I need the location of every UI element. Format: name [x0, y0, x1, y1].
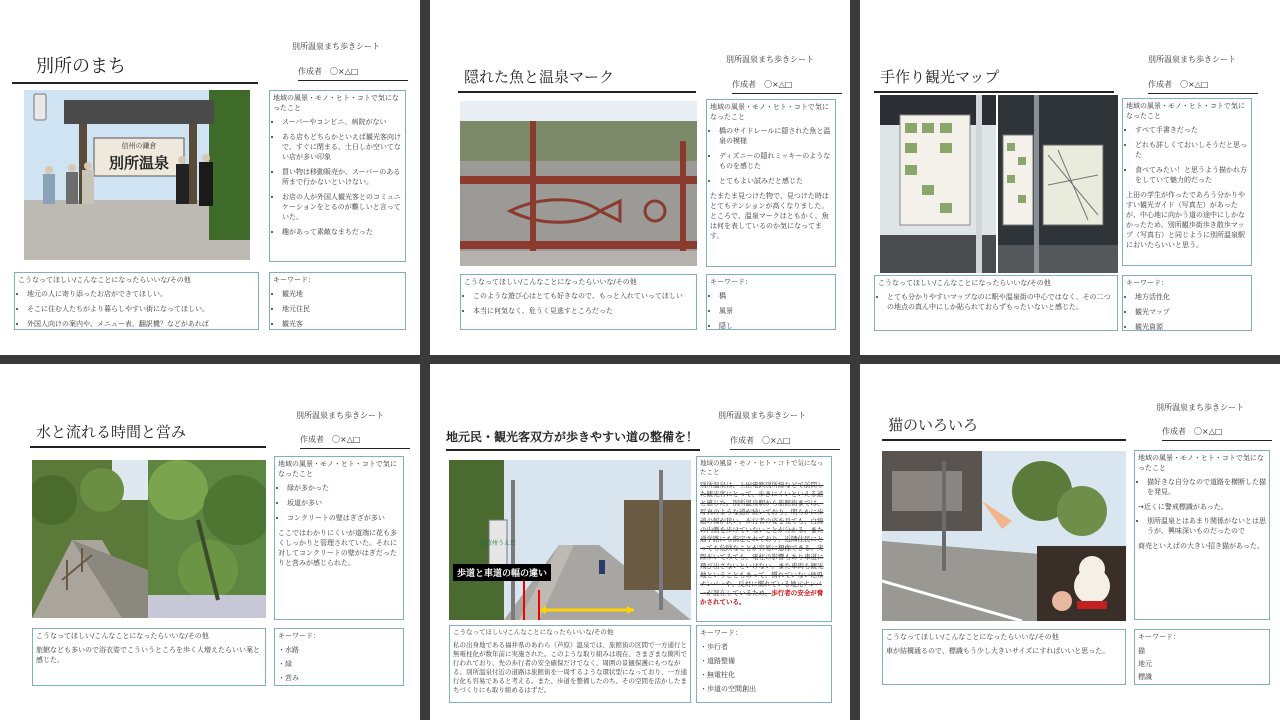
keyword-box: [696, 625, 832, 703]
hope-box: [14, 272, 259, 330]
keyword-item: 地元: [1138, 660, 1152, 668]
keyword-item: • 観光資源: [1135, 322, 1248, 331]
scene-item: • スーパーやコンビニ、病院がない: [282, 117, 402, 127]
scene-box: [706, 99, 836, 267]
keyword-box: [706, 274, 836, 330]
hope-box-label: こうなってほしい/こんなことになったらいいな/その他: [18, 276, 191, 284]
slide-title: 水と流れる時間と営み: [30, 421, 266, 448]
scene-box-label: 地域の風景・モノ・ヒト・コトで気になったこと: [278, 460, 397, 478]
scene-item: • ディズニーの隠れミッキーのようなものを感じた: [719, 151, 832, 171]
scene-item: • 坂道が多い: [287, 498, 400, 508]
sheet-label: 別所温泉まち歩きシート: [718, 411, 806, 420]
slide-title: 手作り観光マップ: [874, 66, 1114, 93]
keyword-item: ・営み: [278, 674, 299, 682]
scene-item: • 猫好きな自分なので道路を横断した猫を発見。: [1147, 477, 1266, 497]
keyword-item: • 風景: [719, 306, 832, 316]
keyword-item: • 地方活性化: [1135, 292, 1248, 302]
photo-greenery-stream: [148, 460, 266, 618]
scene-item: • 別所温泉とはあまり関係がないとは思うが、興味深いものだったので: [1147, 516, 1266, 536]
scene-text: 上田の学生が作ったであろう分かりやすい観光ガイド（写真左）があったが、中心地に向かう道の途中にしかなかったため、別所観歩街歩き散歩マップ（写真右）と同じように別所温泉駅においたらいいと思う。: [1126, 191, 1245, 249]
photo-narrow-sidewalk: [449, 460, 691, 620]
scene-box: [274, 456, 404, 620]
keyword-box: [269, 272, 406, 330]
slide-4: [0, 364, 420, 720]
author-line: 作成者 〇×△□: [1162, 426, 1272, 441]
slide-6: [860, 364, 1280, 720]
hope-box: [32, 628, 266, 686]
scene-item: • すべて手書きだった: [1135, 125, 1248, 135]
scene-text: たまたま見つけた物で、見つけた時はとてもテンションが高くなりました。ところで、温泉マークはともかく、魚は何を表しているのか気になってます。: [710, 192, 829, 240]
keyword-box-label: キーワード：: [710, 278, 752, 286]
keyword-item: ・無電柱化: [700, 671, 735, 679]
slide-title: 猫のいろいろ: [882, 414, 1126, 441]
scene-box-label: 地域の風景・モノ・ヒト・コトで気になったこと: [700, 459, 824, 476]
keyword-item: • 地元住民: [282, 304, 402, 314]
keyword-box-label: キーワード：: [278, 632, 320, 640]
scene-item: • コンクリートの壁はぎざが多い: [287, 513, 400, 523]
hope-item: • このような遊び心はとても好きなので、もっと入れていってほしい: [473, 291, 693, 301]
scene-text: 商売といえばの大きい招き猫があった。: [1138, 542, 1264, 550]
hope-box: [882, 629, 1126, 685]
sheet-label: 別所温泉まち歩きシート: [292, 42, 380, 51]
keyword-box-label: キーワード：: [1126, 279, 1168, 287]
slide-3: [860, 0, 1280, 355]
photo-bessho-gate: [24, 90, 250, 260]
hope-item: • 本当に何気なく、危うく見逃すところだった: [473, 306, 693, 316]
keyword-item: ・水路: [278, 646, 299, 654]
scene-box: [1134, 450, 1270, 620]
slide-title: 別所のまち: [12, 52, 258, 84]
keyword-item: ・歩道の空間創出: [700, 685, 756, 693]
sheet-label: 別所温泉まち歩きシート: [296, 411, 384, 420]
photo-sign-text: JA信州うえだ: [480, 540, 516, 547]
scene-item: • とてもよい試みだと感じた: [719, 176, 832, 186]
slide-1: [0, 0, 420, 355]
scene-item: • 橋のサイドレールに隠された魚と温泉の模様: [719, 126, 832, 146]
scene-highlight: 歩行者の安全が脅かされている。: [700, 589, 824, 606]
keyword-box: [274, 628, 404, 686]
author-line: 作成者 〇×△□: [730, 435, 840, 450]
scene-item: • 緑が多かった: [287, 483, 400, 493]
photo-cat-sign: [882, 451, 1126, 621]
hope-text: 私の出身地である福井県のあわら（芦原）温泉では、旅館街の区間で一方通行と無電柱化が数年前に実施された。このような取り組みは現在、さまざまな箇所で行われており、先の歩行者の安全確保だけでなく、周囲の景観保護にもつながる。別所温泉付近の道路は旅館街を一周するような環状型になっており、一方通行化も容易であると考える。また、歩道を整備したのち、その空間を活かしたまちづくりにも取り組めるはずだ。: [453, 641, 687, 694]
scene-item: • 買い物は移動販売か、スーパーのある所まで行かないといけない。: [282, 167, 402, 187]
hope-box-label: こうなってほしい/こんなことになったらいいな/その他: [36, 632, 209, 640]
scene-box: [696, 456, 832, 622]
photo-bridge-railing: [460, 101, 697, 266]
keyword-box-label: キーワード：: [273, 276, 315, 284]
keyword-item: 猫: [1138, 647, 1145, 655]
photo-waterway-path: [32, 460, 148, 618]
slide-title: 隠れた魚と温泉マーク: [458, 66, 696, 93]
slide-2: [430, 0, 850, 355]
hope-item: • 地元の人に寄り添ったお店ができてほしい。: [27, 289, 255, 299]
photo-sign-text: 信州の鎌倉: [121, 142, 157, 150]
hope-box-label: こうなってほしい/こんなことになったらいいな/その他: [878, 279, 1051, 287]
keyword-item: • 観光客: [282, 319, 402, 329]
keyword-box-label: キーワード：: [700, 629, 742, 637]
keyword-item: ・道路整備: [700, 657, 735, 665]
keyword-box: [1134, 629, 1270, 685]
author-line: 作成者 〇×△□: [732, 79, 842, 94]
hope-box: [460, 274, 697, 330]
hope-item: • とても分かりやすいマップなのに駅や温泉街の中心ではなく、その二つの地点の真ん中にしか貼られておらずもったいないと感じた。: [887, 292, 1114, 312]
hope-box: [874, 275, 1118, 331]
hope-box-label: こうなってほしい/こんなことになったらいいな/その他: [886, 633, 1059, 641]
hope-box: [449, 625, 691, 703]
scene-item: • 趣があって素敵なまちだった: [282, 227, 402, 237]
keyword-item: • 観光地: [282, 289, 402, 299]
keyword-item: • 橋: [719, 291, 832, 301]
slide-5: [430, 364, 850, 720]
scene-item: • どれも詳しくておいしそうだと思った: [1135, 140, 1248, 160]
photo-handmade-map-right: [998, 95, 1118, 273]
hope-item: • 外国人向けの案内や、メニュー表、翻訳機？などがあれば: [27, 319, 255, 329]
sheet-label: 別所温泉まち歩きシート: [726, 55, 814, 64]
hope-item: • そこに住む人たちがより暮らしやすい街になってほしい。: [27, 304, 255, 314]
keyword-item: ・歩行者: [700, 643, 728, 651]
scene-box: [1122, 98, 1252, 266]
sheet-label: 別所温泉まち歩きシート: [1156, 403, 1244, 412]
keyword-item: ・緑: [278, 660, 292, 668]
scene-item: →近くに警戒標識があった。: [1138, 503, 1228, 511]
scene-box-label: 地域の風景・モノ・ヒト・コトで気になったこと: [273, 94, 399, 112]
scene-text: ここではわかりにくいが道端に花も多くしっかりと管理されていた。それに対してコンクリートの壁がはぎだったりと営みが感じられた。: [278, 529, 397, 567]
hope-text: 旅館なども多いので浴衣姿でこういうところを歩く人増えたらいい案と感じた。: [36, 646, 260, 664]
scene-box: [269, 90, 406, 262]
scene-item: • 食べてみたい！と思うよう描かれ方をしていて魅力的だった: [1135, 165, 1248, 185]
keyword-item: • 隠し: [719, 321, 832, 330]
hope-box-label: こうなってほしい/こんなことになったらいいな/その他: [464, 278, 637, 286]
slide-title: 地元民・観光客双方が歩きやすい道の整備を！: [446, 428, 700, 451]
scene-box-label: 地域の風景・モノ・ヒト・コトで気になったこと: [1126, 102, 1245, 120]
photo-caption: 歩道と車道の幅の違い: [453, 564, 551, 581]
keyword-box: [1122, 275, 1252, 331]
scene-text: 別所温泉は、上田電鉄別所線などで訪問した観光客にとって、歩きにくいといえる道と感じた。別所温泉駅から旅館街までは、写真のような道が続いており、明らかに歩道の幅が狭い。歩行者の姿を見ても、白線の内側を歩けていないことが分かる。また通学路にも指定されており、近隣住民にとっても危険なことが容易に想像できる。実際歩いてみても、電柱の影響もあり車道に飛び出さないといけない。また車両も観光地ということもあって、慣れていない他県ナンバーや、反対に慣れている地元ナンバーが混在しているため、: [700, 481, 824, 597]
scene-box-label: 地域の風景・モノ・ヒト・コトで気になったこと: [1138, 454, 1264, 472]
hope-text: 車が結構通るので、標識もう少し大きいサイズにすればいいと思った。: [886, 647, 1110, 655]
hope-box-label: こうなってほしい/こんなことになったらいいな/その他: [453, 628, 614, 636]
author-line: 作成者 〇×△□: [1148, 79, 1258, 94]
keyword-box-label: キーワード：: [1138, 633, 1180, 641]
author-line: 作成者 〇×△□: [300, 434, 410, 449]
sheet-label: 別所温泉まち歩きシート: [1148, 55, 1236, 64]
author-line: 作成者 〇×△□: [298, 66, 408, 81]
scene-box-label: 地域の風景・モノ・ヒト・コトで気になったこと: [710, 103, 829, 121]
scene-item: • お店の人が外国人観光客とのコミュニケーションをとるのが難しいと言っていた。: [282, 192, 402, 222]
photo-handmade-map-left: [880, 95, 996, 273]
photo-gate-text: 別所温泉: [108, 154, 170, 172]
keyword-item: 標識: [1138, 673, 1152, 681]
keyword-item: • 観光マップ: [1135, 307, 1248, 317]
scene-item: • ある店もどちらかといえば観光客向けで、すぐに閉まる、土日しか空いてない店が多い印象: [282, 132, 402, 162]
